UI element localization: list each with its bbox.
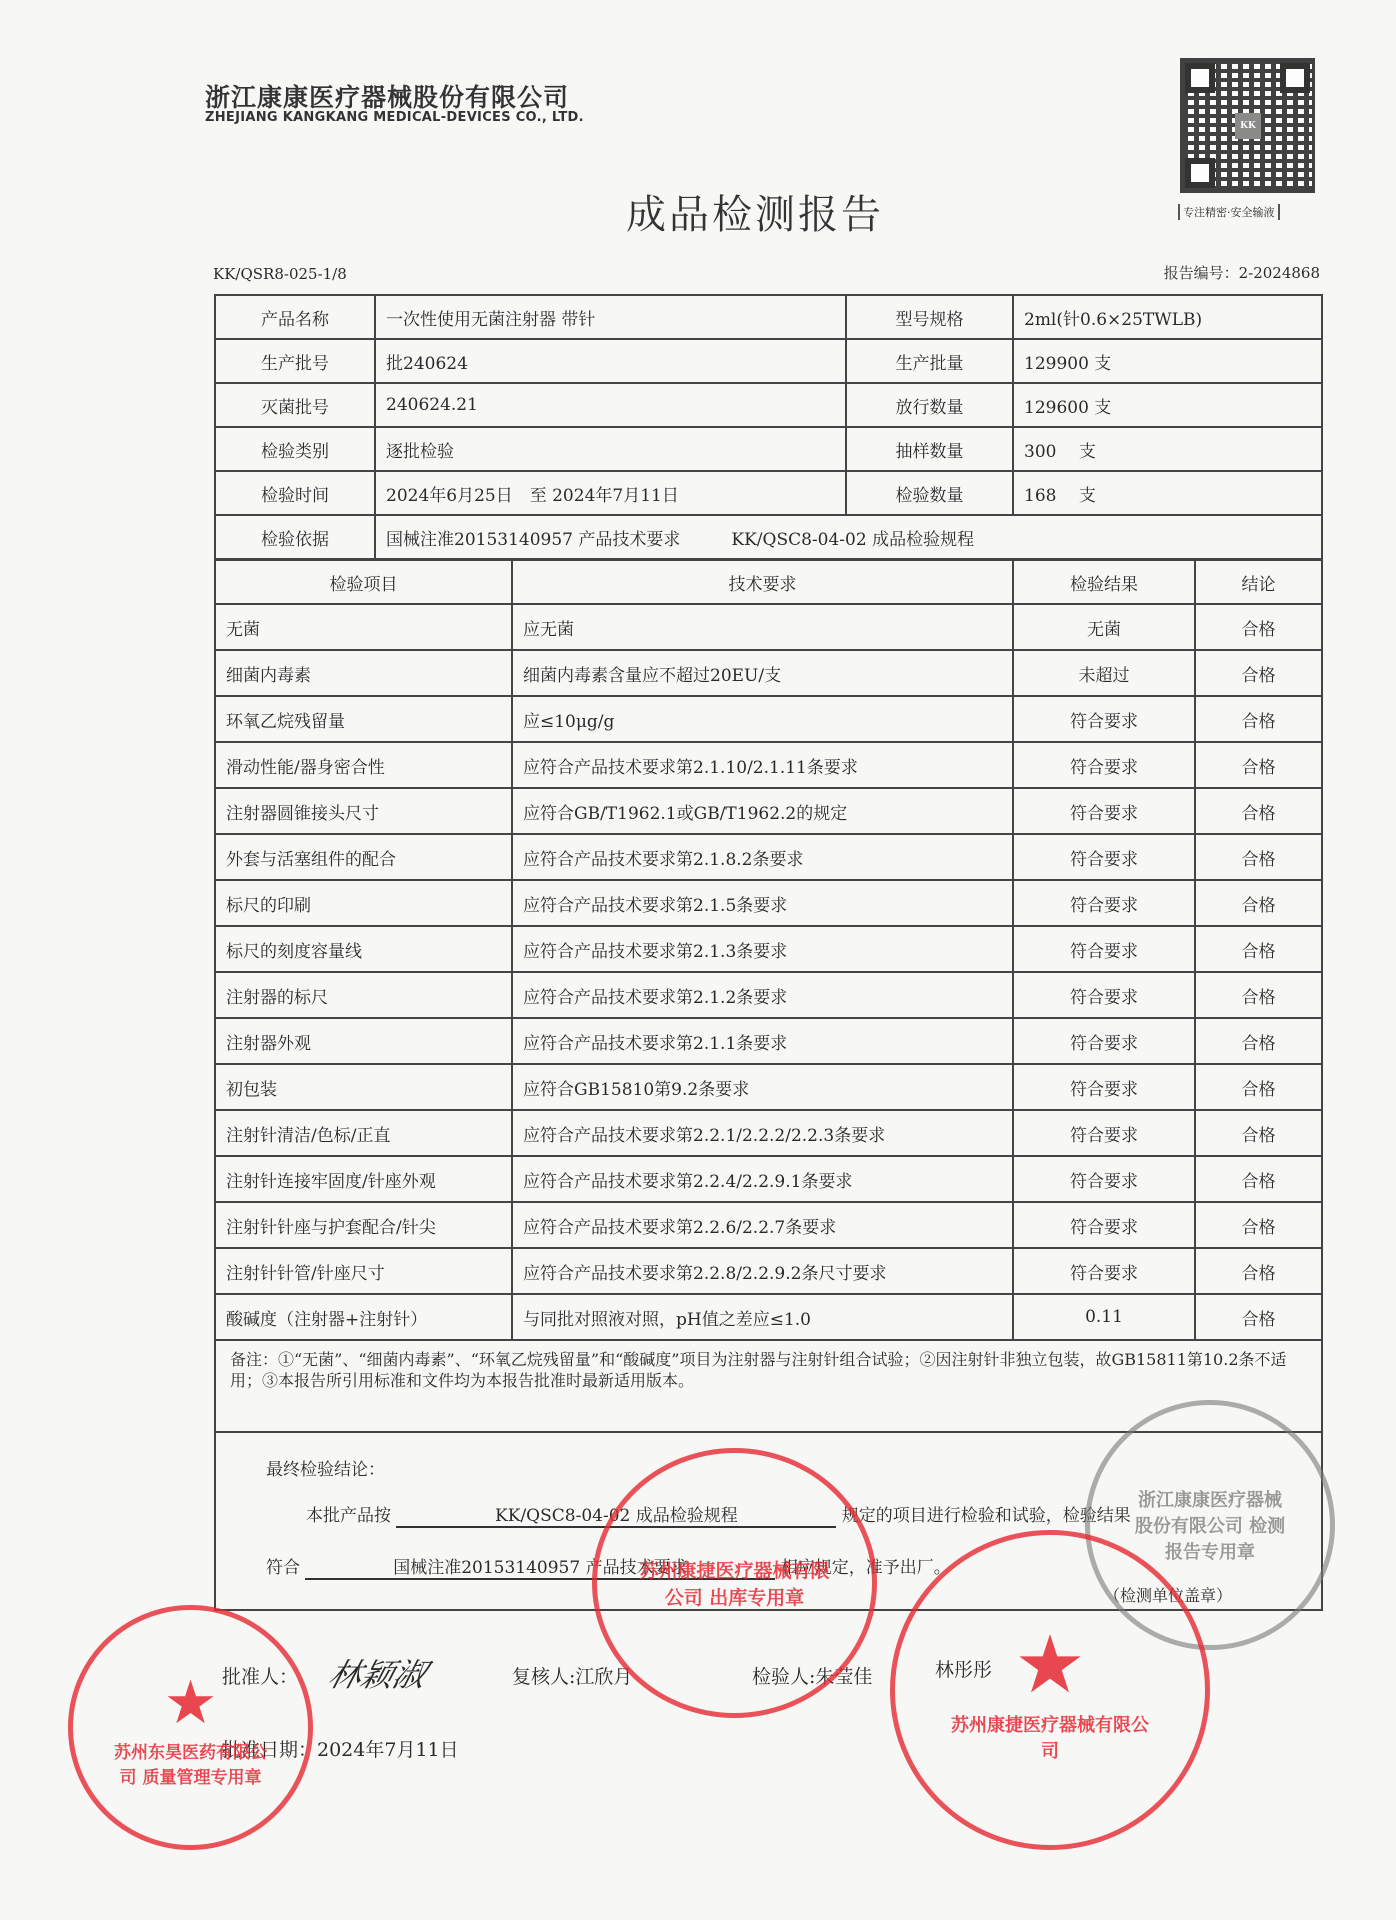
verdict: 合格 — [1195, 972, 1322, 1018]
result: 符合要求 — [1013, 742, 1195, 788]
conclusion-post-1: 规定的项目进行检验和试验，检验结果 — [841, 1506, 1131, 1526]
info-value: 一次性使用无菌注射器 带针 — [375, 295, 846, 339]
table-row — [215, 788, 1322, 834]
table-row — [215, 650, 1322, 696]
result: 符合要求 — [1013, 696, 1195, 742]
column-header: 检验项目 — [215, 560, 512, 604]
info-row — [215, 295, 1322, 339]
result: 符合要求 — [1013, 1202, 1195, 1248]
info-label: 检验时间 — [215, 471, 375, 515]
right-stamp-text: 苏州康捷医疗器械有限公司 — [951, 1714, 1149, 1762]
table-row — [215, 604, 1322, 650]
page-title: 成品检测报告 — [626, 192, 884, 238]
test-item: 滑动性能/器身密合性 — [215, 742, 512, 788]
company-name-cn: 浙江康康医疗器械股份有限公司 — [205, 83, 570, 112]
conclusion-pre-2: 符合 — [266, 1558, 300, 1578]
report-number: 报告编号：2-2024868 — [1163, 264, 1320, 282]
notes: 备注：①“无菌”、“细菌内毒素”、“环氧乙烷残留量”和“酸碱度”项目为注射器与注射针组合试验；②因注射针非独立包装，故GB15811第10.2条不适用；③本报告所引用标准和文件均为本报告批准时最新适用版本。 — [214, 1337, 1323, 1433]
requirement: 应符合产品技术要求第2.2.8/2.2.9.2条尺寸要求 — [512, 1248, 1013, 1294]
conclusion-requirement: 国械注准20153140957 产品技术要求 — [305, 1553, 775, 1580]
middle-red-stamp: 苏州康捷医疗器械有限公司 出库专用章 — [592, 1448, 877, 1718]
info-row — [215, 339, 1322, 383]
requirement: 应符合产品技术要求第2.2.4/2.2.9.1条要求 — [512, 1156, 1013, 1202]
info-label: 检验类别 — [215, 427, 375, 471]
qr-code-icon — [1180, 58, 1315, 193]
verdict: 合格 — [1195, 1110, 1322, 1156]
test-item: 环氧乙烷残留量 — [215, 696, 512, 742]
info-label: 生产批号 — [215, 339, 375, 383]
info-label: 型号规格 — [846, 295, 1013, 339]
info-row-basis — [215, 515, 1322, 559]
info-label: 检验数量 — [846, 471, 1013, 515]
info-row — [215, 427, 1322, 471]
requirement: 应符合产品技术要求第2.1.1条要求 — [512, 1018, 1013, 1064]
slogan: 专注精密·安全输液 — [1178, 204, 1280, 220]
info-value: 240624.21 — [375, 383, 846, 427]
inspector: 检验人:朱莹佳 — [752, 1666, 873, 1688]
info-value: 300 支 — [1013, 427, 1322, 471]
conclusion-standard: KK/QSC8-04-02 成品检验规程 — [396, 1501, 836, 1528]
verdict: 合格 — [1195, 1064, 1322, 1110]
test-item: 外套与活塞组件的配合 — [215, 834, 512, 880]
info-value: 批240624 — [375, 339, 846, 383]
verdict: 合格 — [1195, 742, 1322, 788]
table-row — [215, 926, 1322, 972]
verdict: 合格 — [1195, 1018, 1322, 1064]
info-row — [215, 383, 1322, 427]
result: 符合要求 — [1013, 926, 1195, 972]
result: 符合要求 — [1013, 880, 1195, 926]
requirement: 应符合GB/T1962.1或GB/T1962.2的规定 — [512, 788, 1013, 834]
approval-date: 批准日期：2024年7月11日 — [222, 1739, 459, 1761]
info-value: 168 支 — [1013, 471, 1322, 515]
result: 符合要求 — [1013, 788, 1195, 834]
requirement: 应符合产品技术要求第2.1.2条要求 — [512, 972, 1013, 1018]
left-red-stamp: ★ 苏州东昊医药有限公司 质量管理专用章 — [68, 1605, 313, 1850]
table-row — [215, 1110, 1322, 1156]
verdict: 合格 — [1195, 880, 1322, 926]
basis-value: 国械注准20153140957 产品技术要求 KK/QSC8-04-02 成品检验规程 — [375, 515, 1322, 559]
info-label: 抽样数量 — [846, 427, 1013, 471]
requirement: 应符合产品技术要求第2.1.8.2条要求 — [512, 834, 1013, 880]
test-item: 注射针清洁/色标/正直 — [215, 1110, 512, 1156]
test-item: 注射器圆锥接头尺寸 — [215, 788, 512, 834]
conclusion-label: 最终检验结论： — [266, 1460, 385, 1480]
table-row — [215, 1064, 1322, 1110]
table-row — [215, 742, 1322, 788]
info-value: 2ml(针0.6×25TWLB) — [1013, 295, 1322, 339]
requirement: 应符合产品技术要求第2.1.10/2.1.11条要求 — [512, 742, 1013, 788]
info-row — [215, 471, 1322, 515]
verdict: 合格 — [1195, 696, 1322, 742]
table-row — [215, 880, 1322, 926]
result: 0.11 — [1013, 1294, 1195, 1340]
requirement: 应符合产品技术要求第2.1.5条要求 — [512, 880, 1013, 926]
approver-signature: 林颖淑 — [324, 1656, 431, 1694]
result: 符合要求 — [1013, 1110, 1195, 1156]
test-header-row — [215, 560, 1322, 604]
info-value: 129600 支 — [1013, 383, 1322, 427]
verdict: 合格 — [1195, 834, 1322, 880]
conclusion-pre-1: 本批产品按 — [306, 1506, 391, 1526]
verdict: 合格 — [1195, 604, 1322, 650]
basis-label: 检验依据 — [215, 515, 375, 559]
info-label: 产品名称 — [215, 295, 375, 339]
result: 符合要求 — [1013, 1156, 1195, 1202]
info-label: 生产批量 — [846, 339, 1013, 383]
left-stamp-text: 苏州东昊医药有限公司 质量管理专用章 — [114, 1742, 267, 1788]
requirement: 应符合产品技术要求第2.2.6/2.2.7条要求 — [512, 1202, 1013, 1248]
verdict: 合格 — [1195, 1248, 1322, 1294]
test-item: 细菌内毒素 — [215, 650, 512, 696]
conclusion-post-2: 相应规定，准予出厂。 — [780, 1558, 951, 1578]
table-row — [215, 834, 1322, 880]
test-item: 无菌 — [215, 604, 512, 650]
result: 符合要求 — [1013, 1064, 1195, 1110]
test-item: 酸碱度（注射器+注射针） — [215, 1294, 512, 1340]
info-value: 129900 支 — [1013, 339, 1322, 383]
requirement: 应无菌 — [512, 604, 1013, 650]
info-label: 灭菌批号 — [215, 383, 375, 427]
result: 符合要求 — [1013, 972, 1195, 1018]
requirement: 细菌内毒素含量应不超过20EU/支 — [512, 650, 1013, 696]
table-row — [215, 1294, 1322, 1340]
verdict: 合格 — [1195, 1294, 1322, 1340]
verdict: 合格 — [1195, 926, 1322, 972]
column-header: 结论 — [1195, 560, 1322, 604]
inspector-2: 林彤彤 — [935, 1659, 993, 1681]
requirement: 应≤10μg/g — [512, 696, 1013, 742]
company-name-en: ZHEJIANG KANGKANG MEDICAL-DEVICES CO., LTD. — [205, 110, 584, 125]
test-item: 注射器外观 — [215, 1018, 512, 1064]
requirement: 与同批对照液对照，pH值之差应≤1.0 — [512, 1294, 1013, 1340]
info-value: 逐批检验 — [375, 427, 846, 471]
seal-note: （检测单位盖章） — [1104, 1586, 1233, 1605]
test-item: 注射针针管/针座尺寸 — [215, 1248, 512, 1294]
test-item: 初包装 — [215, 1064, 512, 1110]
result: 无菌 — [1013, 604, 1195, 650]
verdict: 合格 — [1195, 1202, 1322, 1248]
table-row — [215, 972, 1322, 1018]
reviewer: 复核人:江欣月 — [512, 1666, 633, 1688]
column-header: 检验结果 — [1013, 560, 1195, 604]
requirement: 应符合产品技术要求第2.1.3条要求 — [512, 926, 1013, 972]
verdict: 合格 — [1195, 1156, 1322, 1202]
table-row — [215, 1018, 1322, 1064]
verdict: 合格 — [1195, 788, 1322, 834]
table-row — [215, 1248, 1322, 1294]
requirement: 应符合产品技术要求第2.2.1/2.2.2/2.2.3条要求 — [512, 1110, 1013, 1156]
approver-label: 批准人： — [222, 1666, 299, 1688]
table-row — [215, 1202, 1322, 1248]
test-item: 注射器的标尺 — [215, 972, 512, 1018]
info-table — [214, 294, 1323, 560]
doc-code: KK/QSR8-025-1/8 — [213, 265, 347, 283]
result: 符合要求 — [1013, 834, 1195, 880]
test-table — [214, 559, 1323, 1341]
column-header: 技术要求 — [512, 560, 1013, 604]
table-row — [215, 696, 1322, 742]
result: 未超过 — [1013, 650, 1195, 696]
test-item: 标尺的刻度容量线 — [215, 926, 512, 972]
result: 符合要求 — [1013, 1018, 1195, 1064]
result: 符合要求 — [1013, 1248, 1195, 1294]
qr-logo: KK — [1235, 113, 1261, 139]
test-item: 注射针连接牢固度/针座外观 — [215, 1156, 512, 1202]
test-item: 注射针针座与护套配合/针尖 — [215, 1202, 512, 1248]
info-value: 2024年6月25日 至 2024年7月11日 — [375, 471, 846, 515]
right-red-stamp: ★ 苏州康捷医疗器械有限公司 — [890, 1530, 1210, 1850]
table-row — [215, 1156, 1322, 1202]
requirement: 应符合GB15810第9.2条要求 — [512, 1064, 1013, 1110]
test-item: 标尺的印刷 — [215, 880, 512, 926]
verdict: 合格 — [1195, 650, 1322, 696]
info-label: 放行数量 — [846, 383, 1013, 427]
gray-inspection-stamp: 浙江康康医疗器械股份有限公司 检测报告专用章 — [1085, 1400, 1335, 1650]
